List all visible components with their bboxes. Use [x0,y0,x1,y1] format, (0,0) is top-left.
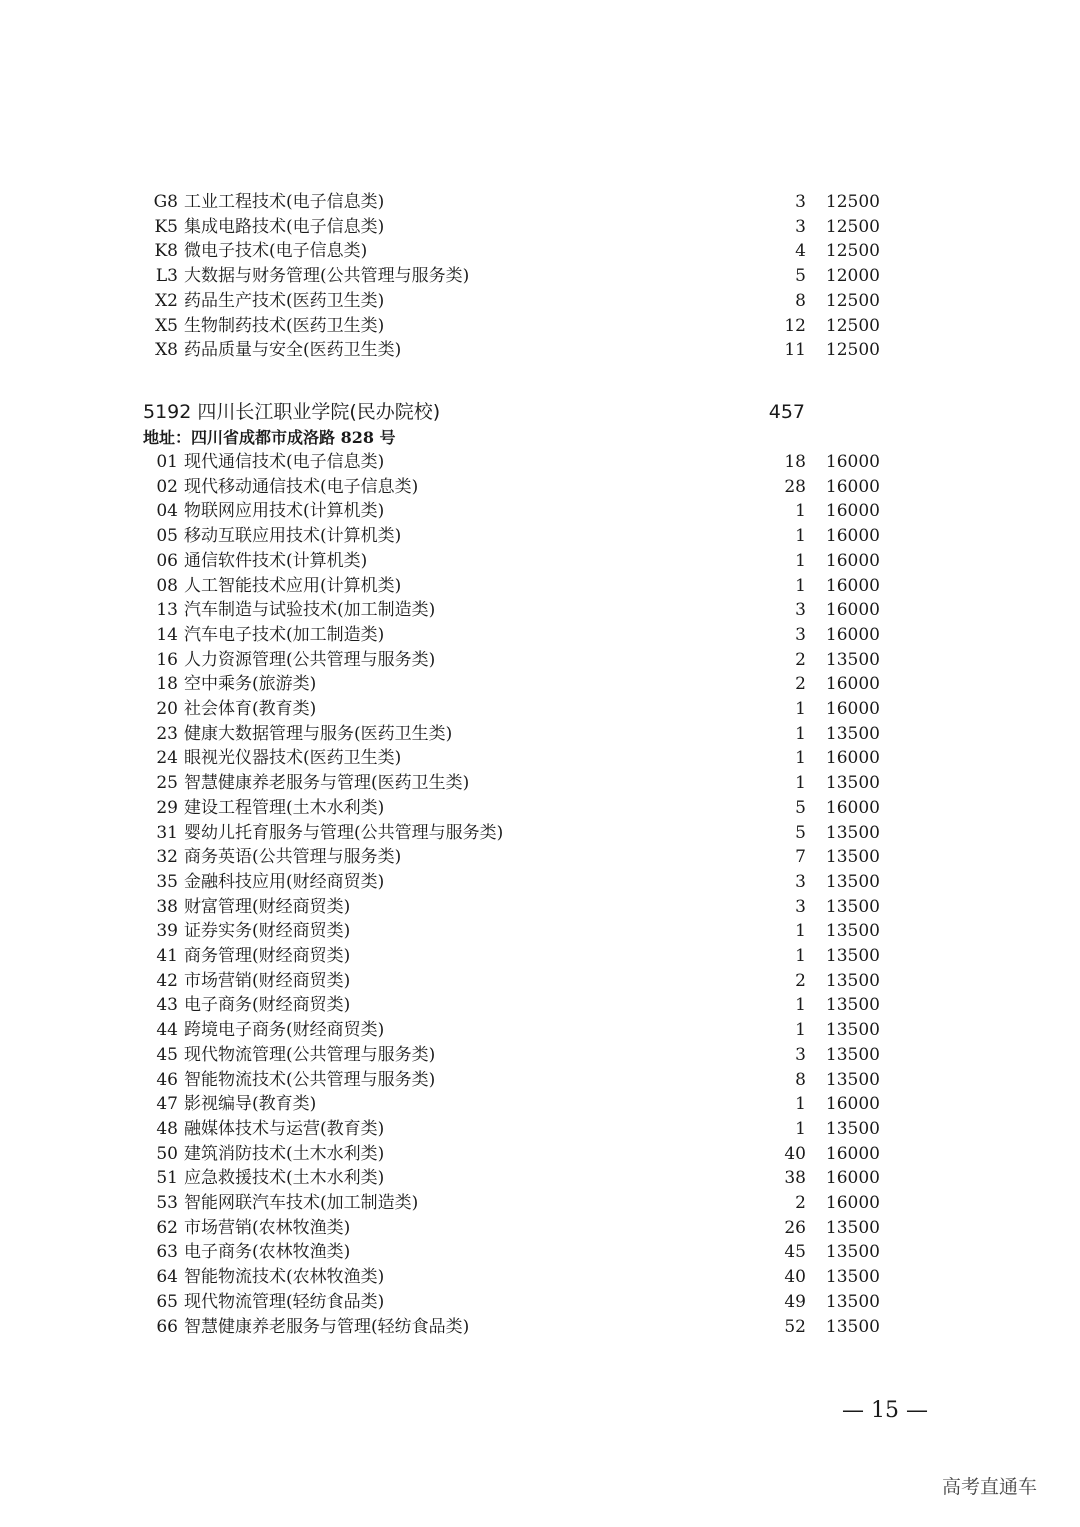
tuition-fee: 16000 [825,674,880,695]
major-code: 23 [156,723,178,744]
major-name: 汽车电子技术(加工制造类) [184,624,385,645]
major-name: 人工智能技术应用(计算机类) [184,575,402,596]
tuition-fee: 12500 [825,315,880,336]
major-name: 智能网联汽车技术(加工制造类) [184,1193,419,1213]
major-row [150,895,880,919]
tuition-fee: 16000 [825,476,880,497]
tuition-fee: 12000 [825,266,880,287]
watermark-text: 高考直通车 [942,1476,1038,1498]
major-row [150,1018,880,1042]
tuition-fee: 13500 [825,822,880,843]
major-name: 婴幼儿托育服务与管理(公共管理与服务类) [184,822,504,843]
plan-count: 3 [795,871,806,892]
tuition-fee: 12500 [825,192,880,212]
major-code: 44 [156,1020,178,1041]
plan-count: 5 [795,797,806,818]
plan-count: 1 [795,773,806,794]
major-name: 大数据与财务管理(公共管理与服务类) [184,266,470,287]
major-row [150,821,880,845]
major-row [150,993,880,1017]
plan-count: 1 [795,699,806,719]
tuition-fee: 13500 [825,871,880,892]
plan-count: 1 [795,575,806,596]
plan-count: 3 [795,192,806,212]
tuition-fee: 13500 [825,1267,880,1288]
tuition-fee: 16000 [825,575,880,596]
major-name: 汽车制造与试验技术(加工制造类) [184,600,436,621]
plan-count: 1 [795,501,806,522]
plan-count: 2 [795,649,806,670]
major-code: 06 [156,550,178,571]
major-row [150,289,880,313]
plan-count: 1 [795,946,806,966]
major-row [150,845,880,869]
major-code: 29 [156,797,178,818]
major-name: 集成电路技术(电子信息类) [184,216,385,237]
plan-count: 38 [784,1168,806,1189]
tuition-fee: 16000 [825,748,880,769]
major-name: 智能物流技术(公共管理与服务类) [184,1069,436,1090]
major-row [150,672,880,696]
major-row [150,574,880,598]
tuition-fee: 13500 [825,1044,880,1065]
plan-count: 2 [795,970,806,991]
major-row [150,796,880,820]
tuition-fee: 13500 [825,1291,880,1312]
tuition-fee: 13500 [825,1217,880,1238]
major-name: 眼视光仪器技术(医药卫生类) [184,748,402,769]
tuition-fee: 16000 [825,1168,880,1189]
major-name: 建设工程管理(土木水利类) [184,797,385,818]
school-address: 地址：四川省成都市成洛路 828 号 [143,428,396,447]
major-name: 微电子技术(电子信息类) [184,241,368,262]
tuition-fee: 16000 [825,600,880,621]
plan-count: 5 [795,822,806,843]
tuition-fee: 12500 [825,340,880,361]
major-name: 现代通信技术(电子信息类) [184,452,385,472]
major-code: 48 [156,1118,178,1139]
major-code: 45 [156,1044,178,1065]
major-row [150,475,880,499]
tuition-fee: 12500 [825,216,880,237]
major-row [150,549,880,573]
major-code: 31 [156,822,178,843]
plan-count: 1 [795,1020,806,1041]
major-name: 市场营销(农林牧渔类) [184,1217,351,1238]
plan-count: 3 [795,600,806,621]
tuition-fee: 12500 [825,241,880,262]
tuition-fee: 16000 [825,1193,880,1213]
major-row [150,623,880,647]
tuition-fee: 13500 [825,649,880,670]
plan-count: 8 [795,1069,806,1090]
major-code: 08 [156,575,178,596]
major-name: 现代移动通信技术(电子信息类) [184,476,419,497]
major-name: 融媒体技术与运营(教育类) [184,1118,385,1139]
major-row [150,1265,880,1289]
tuition-fee: 13500 [825,773,880,794]
major-name: 金融科技应用(财经商贸类) [184,871,385,892]
school-name: 5192 四川长江职业学院(民办院校) [143,401,441,423]
major-code: 38 [156,896,178,917]
major-code: 66 [156,1316,178,1337]
major-name: 通信软件技术(计算机类) [184,550,368,571]
plan-count: 1 [795,723,806,744]
plan-count: 3 [795,216,806,237]
tuition-fee: 13500 [825,995,880,1016]
major-name: 电子商务(财经商贸类) [184,995,351,1016]
plan-count: 12 [784,315,806,336]
major-code: L3 [155,266,178,287]
plan-count: 1 [795,1118,806,1139]
major-row [150,190,880,214]
major-name: 应急救援技术(土木水利类) [184,1168,385,1189]
major-code: 41 [156,946,178,966]
major-row [150,870,880,894]
major-code: 24 [156,748,178,769]
major-name: 市场营销(财经商贸类) [184,970,351,991]
major-row [150,499,880,523]
major-name: 智慧健康养老服务与管理(轻纺食品类) [184,1316,470,1337]
major-row [150,1240,880,1264]
major-row [150,1191,880,1215]
major-row [150,1117,880,1141]
tuition-fee: 12500 [825,290,880,311]
major-name: 影视编导(教育类) [184,1094,317,1115]
major-code: 47 [156,1094,178,1115]
major-row [150,919,880,943]
tuition-fee: 13500 [825,1020,880,1041]
major-row [150,1043,880,1067]
major-code: X8 [155,340,178,361]
plan-count: 8 [795,290,806,311]
plan-count: 45 [784,1242,806,1263]
plan-count: 49 [784,1291,806,1312]
major-code: 05 [156,526,178,547]
major-row [150,1166,880,1190]
major-code: 13 [156,600,178,621]
tuition-fee: 13500 [825,1242,880,1263]
tuition-fee: 13500 [825,1118,880,1139]
major-row [150,1290,880,1314]
major-code: K5 [154,216,178,237]
tuition-fee: 16000 [825,452,880,472]
major-name: 跨境电子商务(财经商贸类) [184,1020,385,1041]
plan-count: 52 [784,1316,806,1337]
major-code: 62 [156,1217,178,1238]
major-row [150,524,880,548]
major-code: 65 [156,1291,178,1312]
plan-count: 3 [795,896,806,917]
tuition-fee: 16000 [825,699,880,719]
major-code: 42 [156,970,178,991]
major-row [150,969,880,993]
plan-count: 11 [784,340,806,361]
major-code: 14 [156,624,178,645]
major-name: 证券实务(财经商贸类) [184,921,351,942]
major-row [150,648,880,672]
major-code: 53 [156,1193,178,1213]
plan-count: 26 [784,1217,806,1238]
major-code: K8 [154,241,178,262]
tuition-fee: 13500 [825,1316,880,1337]
major-row [150,944,880,968]
tuition-fee: 16000 [825,797,880,818]
major-name: 智慧健康养老服务与管理(医药卫生类) [184,773,470,794]
major-row [150,1068,880,1092]
major-name: 财富管理(财经商贸类) [184,896,351,917]
major-name: 现代物流管理(轻纺食品类) [184,1291,385,1312]
major-row [150,598,880,622]
tuition-fee: 13500 [825,921,880,942]
major-name: 空中乘务(旅游类) [184,674,317,695]
plan-count: 2 [795,674,806,695]
tuition-fee: 16000 [825,526,880,547]
plan-count: 7 [795,847,806,868]
major-name: 现代物流管理(公共管理与服务类) [184,1044,436,1065]
major-row [150,215,880,239]
plan-count: 1 [795,550,806,571]
plan-count: 28 [784,476,806,497]
major-code: 16 [156,649,178,670]
major-code: 02 [156,476,178,497]
school-header [143,397,813,427]
major-name: 商务英语(公共管理与服务类) [184,847,402,868]
major-code: X5 [155,315,178,336]
major-name: 智能物流技术(农林牧渔类) [184,1267,385,1288]
major-code: 25 [156,773,178,794]
tuition-fee: 16000 [825,624,880,645]
plan-count: 1 [795,921,806,942]
school-total-plan: 457 [768,401,805,423]
tuition-fee: 13500 [825,896,880,917]
major-code: 32 [156,847,178,868]
major-row [150,771,880,795]
major-row [150,314,880,338]
major-row [150,338,880,362]
major-row [150,1216,880,1240]
tuition-fee: 13500 [825,946,880,966]
tuition-fee: 16000 [825,501,880,522]
major-row [150,746,880,770]
major-row [150,1092,880,1116]
plan-count: 5 [795,266,806,287]
major-name: 药品生产技术(医药卫生类) [184,290,385,311]
major-name: 社会体育(教育类) [184,699,317,719]
plan-count: 1 [795,526,806,547]
major-code: 51 [156,1168,178,1189]
major-row [150,239,880,263]
major-code: 64 [156,1267,178,1288]
major-name: 生物制药技术(医药卫生类) [184,315,385,336]
major-row [150,722,880,746]
plan-count: 1 [795,995,806,1016]
major-row [150,450,880,474]
major-code: X2 [155,290,178,311]
major-name: 物联网应用技术(计算机类) [184,501,385,522]
plan-count: 1 [795,748,806,769]
major-code: 39 [156,921,178,942]
tuition-fee: 16000 [825,1094,880,1115]
plan-count: 40 [784,1143,806,1164]
tuition-fee: 16000 [825,1143,880,1164]
major-code: 46 [156,1069,178,1090]
plan-count: 2 [795,1193,806,1213]
major-name: 建筑消防技术(土木水利类) [184,1143,385,1164]
plan-count: 3 [795,1044,806,1065]
plan-count: 1 [795,1094,806,1115]
major-code: 20 [156,699,178,719]
tuition-fee: 13500 [825,1069,880,1090]
page-number: — 15 — [842,1398,928,1423]
plan-count: 40 [784,1267,806,1288]
plan-count: 3 [795,624,806,645]
tuition-fee: 13500 [825,847,880,868]
major-code: 35 [156,871,178,892]
tuition-fee: 13500 [825,723,880,744]
major-name: 工业工程技术(电子信息类) [184,192,385,212]
major-name: 移动互联应用技术(计算机类) [184,526,402,547]
major-name: 健康大数据管理与服务(医药卫生类) [184,723,453,744]
plan-count: 4 [795,241,806,262]
major-code: 04 [156,501,178,522]
major-code: 50 [156,1143,178,1164]
tuition-fee: 13500 [825,970,880,991]
major-name: 商务管理(财经商贸类) [184,946,351,966]
plan-count: 18 [784,452,806,472]
major-row [150,264,880,288]
major-code: 01 [156,452,178,472]
major-row [150,1315,880,1339]
major-row [150,697,880,721]
major-name: 药品质量与安全(医药卫生类) [184,340,402,361]
tuition-fee: 16000 [825,550,880,571]
major-code: G8 [153,192,178,212]
major-code: 43 [156,995,178,1016]
major-name: 电子商务(农林牧渔类) [184,1242,351,1263]
major-row [150,1142,880,1166]
major-code: 63 [156,1242,178,1263]
major-name: 人力资源管理(公共管理与服务类) [184,649,436,670]
major-code: 18 [156,674,178,695]
